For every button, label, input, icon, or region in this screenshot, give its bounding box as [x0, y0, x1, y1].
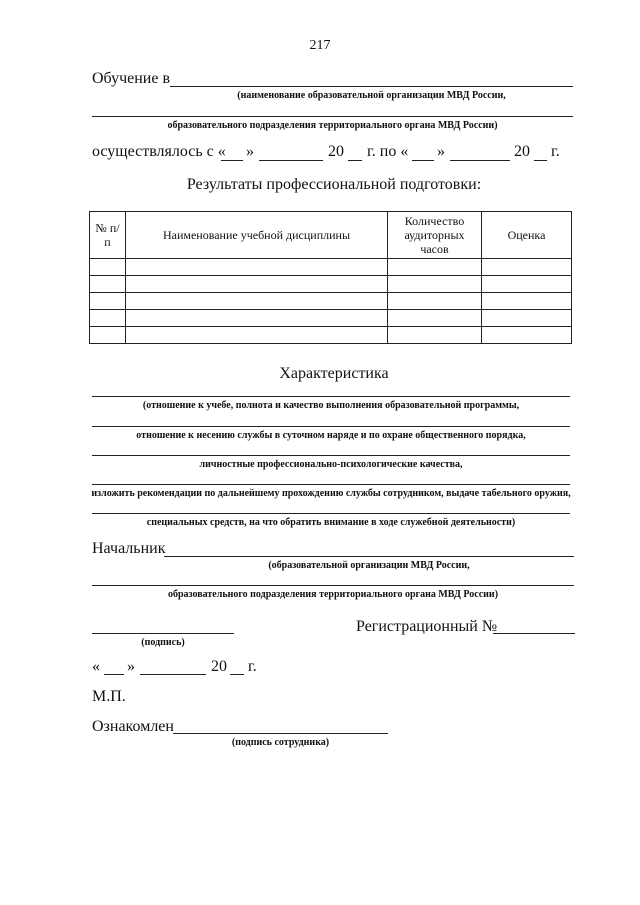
- period-start-month-line[interactable]: [259, 160, 323, 161]
- characteristic-caption-4: изложить рекомендации по дальнейшему прохождению службы сотрудником, выдаче табельного оружия,: [91, 488, 571, 499]
- date-year-line[interactable]: [230, 674, 244, 675]
- period-year-prefix-2: 20: [514, 143, 530, 160]
- date-quote-open: «: [92, 658, 100, 675]
- registration-label: Регистрационный №: [356, 618, 498, 635]
- period-end-day-line[interactable]: [412, 160, 434, 161]
- date-quote-close: »: [127, 658, 135, 675]
- cell-discipline[interactable]: [126, 293, 388, 310]
- acquainted-caption: (подпись сотрудника): [231, 737, 330, 748]
- results-title: Результаты профессиональной подготовки:: [186, 176, 482, 193]
- cell-number[interactable]: [90, 327, 126, 344]
- cell-discipline[interactable]: [126, 327, 388, 344]
- acquainted-signature-line[interactable]: [173, 733, 388, 734]
- characteristic-caption-5: специальных средств, на что обратить внимание в ходе служебной деятельности): [146, 517, 516, 528]
- training-org-line[interactable]: [170, 86, 573, 87]
- acquainted-label: Ознакомлен: [92, 718, 174, 735]
- training-subdivision-line[interactable]: [92, 116, 573, 117]
- characteristic-line-5[interactable]: [92, 513, 570, 514]
- cell-grade[interactable]: [482, 259, 572, 276]
- results-table: [89, 211, 572, 344]
- chief-label: Начальник: [92, 540, 166, 557]
- chief-caption-2: образовательного подразделения территориального органа МВД России): [167, 589, 499, 600]
- cell-hours[interactable]: [388, 310, 482, 327]
- stamp-label: М.П.: [92, 688, 126, 705]
- date-month-line[interactable]: [140, 674, 206, 675]
- cell-grade[interactable]: [482, 310, 572, 327]
- training-label: Обучение в: [92, 70, 171, 87]
- cell-hours[interactable]: [388, 327, 482, 344]
- period-end-year-line[interactable]: [534, 160, 547, 161]
- table-row: [90, 293, 572, 310]
- page-number: 217: [309, 38, 331, 53]
- period-start-year-line[interactable]: [348, 160, 362, 161]
- table-row: [90, 259, 572, 276]
- characteristic-line-1[interactable]: [92, 396, 570, 397]
- cell-number[interactable]: [90, 276, 126, 293]
- results-header-row: [90, 212, 572, 259]
- cell-grade[interactable]: [482, 293, 572, 310]
- cell-hours[interactable]: [388, 293, 482, 310]
- characteristic-caption-2: отношение к несению службы в суточном наряде и по охране общественного порядка,: [136, 430, 526, 441]
- period-end-month-line[interactable]: [450, 160, 510, 161]
- characteristic-title: Характеристика: [279, 365, 389, 382]
- characteristic-line-4[interactable]: [92, 484, 570, 485]
- signature-line[interactable]: [92, 633, 234, 634]
- col-header-number: № п/п: [90, 212, 126, 259]
- cell-number[interactable]: [90, 259, 126, 276]
- col-header-discipline: Наименование учебной дисциплины: [126, 212, 388, 259]
- period-prefix: осуществлялось с «: [92, 143, 226, 160]
- table-row: [90, 310, 572, 327]
- characteristic-caption-1: (отношение к учебе, полнота и качество выполнения образовательной программы,: [142, 400, 520, 411]
- cell-hours[interactable]: [388, 259, 482, 276]
- cell-hours[interactable]: [388, 276, 482, 293]
- training-caption-2: образовательного подразделения территориального органа МВД России): [167, 120, 498, 131]
- table-row: [90, 327, 572, 344]
- cell-number[interactable]: [90, 293, 126, 310]
- date-g: г.: [248, 658, 257, 675]
- characteristic-line-2[interactable]: [92, 426, 570, 427]
- characteristic-line-3[interactable]: [92, 455, 570, 456]
- chief-caption-1: (образовательной организации МВД России,: [268, 560, 470, 571]
- date-year-prefix: 20: [211, 658, 227, 675]
- period-start-day-line[interactable]: [221, 160, 243, 161]
- period-g-po: г. по «: [367, 143, 409, 160]
- cell-grade[interactable]: [482, 327, 572, 344]
- chief-org-line[interactable]: [164, 556, 574, 557]
- date-day-line[interactable]: [104, 674, 124, 675]
- period-quote-close-2: »: [437, 143, 445, 160]
- cell-discipline[interactable]: [126, 310, 388, 327]
- training-caption-1: (наименование образовательной организации МВД России,: [237, 90, 506, 101]
- table-row: [90, 276, 572, 293]
- col-header-grade: Оценка: [482, 212, 572, 259]
- cell-number[interactable]: [90, 310, 126, 327]
- cell-discipline[interactable]: [126, 276, 388, 293]
- chief-subdivision-line[interactable]: [92, 585, 574, 586]
- period-row: [92, 143, 226, 161]
- signature-caption: (подпись): [141, 637, 185, 648]
- period-quote-close-1: »: [246, 143, 254, 160]
- col-header-hours: Количество аудиторных часов: [388, 212, 482, 259]
- cell-grade[interactable]: [482, 276, 572, 293]
- cell-discipline[interactable]: [126, 259, 388, 276]
- characteristic-caption-3: личностные профессионально-психологические качества,: [199, 459, 463, 470]
- registration-number-line[interactable]: [493, 633, 575, 634]
- period-year-prefix-1: 20: [328, 143, 344, 160]
- period-g-end: г.: [551, 143, 560, 160]
